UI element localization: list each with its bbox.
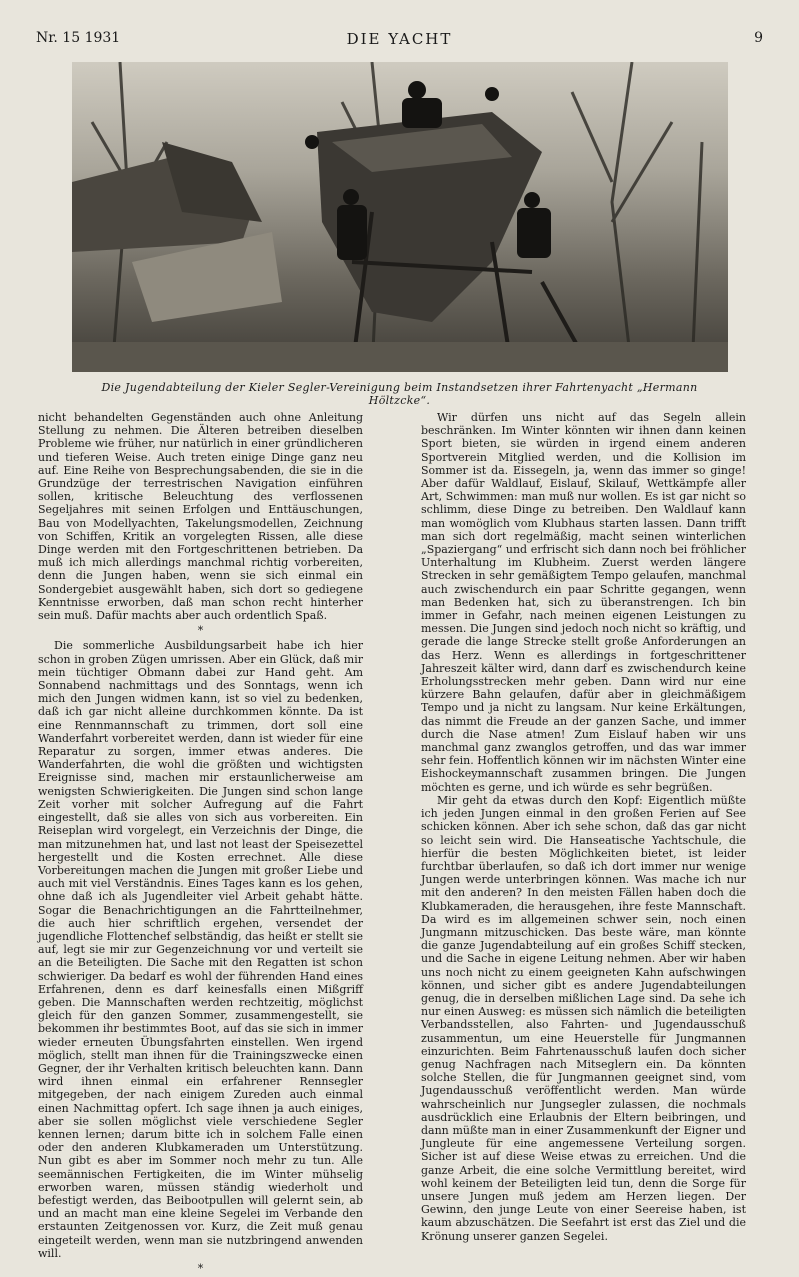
boat-repair-photo bbox=[72, 62, 728, 372]
photo-illustration bbox=[72, 62, 728, 372]
magazine-title: DIE YACHT bbox=[346, 30, 453, 48]
article-paragraph: Wir dürfen uns nicht auf das Segeln allein beschränken. Im Winter könnten wir ihnen dann keinen Sport bieten, sie würden in irgend einem anderen Sportverein Mitglied werden, und die Kollision im Sommer ist da. Eissegeln, ja, wenn das immer so ginge! Aber dafür Waldlauf, Eislauf, Skilauf, Wettkämpfe aller Art, Schwimmen: man muß nur wollen. Es ist gar nicht so schlimm, diese Dinge zu betreiben. Den Waldlauf kann man womöglich vom Klubhaus starten lassen. Dann trifft man sich dort regelmäßig, macht seinen winterlichen „Spaziergang“ und erfrischt sich dann noch bei fröhlicher Unterhaltung im Klubheim. Zuerst werden längere Strecken in sehr gemäßigtem Tempo gelaufen, manchmal auch zwischendurch ein paar Schritte gegangen, wenn man Bedenken hat, sich zu überanstrengen. Ich bin immer in Gefahr, nach meinen eigenen Leistungen zu messen. Die Jungen sind jedoch noch nicht so kräftig, und gerade die lange Strecke stellt große Anforderungen an das Herz. Wenn es allerdings in fortgeschrittener Jahreszeit kälter wird, dann darf es zwischendurch keine Erholungsstrecken mehr geben. Dann wird nur eine kürzere Bahn gelaufen, dafür aber in gleichmäßigem Tempo und ja nicht zu langsam. Nur keine Erkältungen, das nimmt die Freude an der ganzen Sache, und immer durch die Nase atmen! Zum Eislauf haben wir uns manchmal ganz zwanglos getroffen, und das war immer sehr fein. Hoffentlich können wir im nächsten Winter eine Eishockeymannschaft zusammen bringen. Die Jungen möchten es gerne, und ich würde es sehr begrüßen. bbox=[421, 411, 746, 794]
article-paragraph: nicht behandelten Gegenständen auch ohne Anleitung Stellung zu nehmen. Die Älteren betreiben dieselben Probleme wie früher, nur natürlich in einer gründlicheren und tieferen Weise. Auch treten einige Dinge ganz neu auf. Eine Reihe von Besprechungsabenden, die sie in die Grundzüge der terrestrischen Navigation einführen sollen, kritische Beleuchtung des verflossenen Segeljahres mit seinen Erfolgen und Enttäuschungen, Bau von Modellyachten, Takelungsmodellen, Zeichnung von Schiffen, Kritik an vorgelegten Rissen, alle diese Dinge werden mit den Fortgeschrittenen betrieben. Da muß ich mich allerdings manchmal richtig vorbereiten, denn die Jungen haben, wenn sie sich einmal ein Sondergebiet ausgewählt haben, sich dort so gediegene Kenntnisse erworben, daß man schon recht hinterher sein muß. Dafür machts aber auch ordentlich Spaß. bbox=[38, 411, 363, 623]
article-paragraph: Mir geht da etwas durch den Kopf: Eigentlich müßte ich jeden Jungen einmal in den großen Ferien auf See schicken können. Aber ich sehe schon, daß das gar nicht so leicht sein wird. Die Hanseatische Yachtschule, die hierfür die besten Möglichkeiten bietet, ist leider furchtbar überlaufen, so daß ich dort immer nur wenige Jungen werde unterbringen können. Was mache ich nur mit den anderen? In den meisten Fällen haben doch die Klubkameraden, die herausgehen, ihre feste Mannschaft. Da wird es im allgemeinen schwer sein, noch einen Jungmann mitzuschicken. Das beste wäre, man könnte die ganze Jugendabteilung auf ein großes Schiff stecken, und die Sache in eigene Leitung nehmen. Aber wir haben uns noch nicht zu einem geeigneten Kahn aufschwingen können, und sicher gibt es andere Jugendabteilungen genug, die in derselben mißlichen Lage sind. Da sehe ich nur einen Ausweg: es müssen sich nämlich die beteiligten Verbandsstellen, also Fahrten- und Jugendausschuß zusammentun, um eine Heuerstelle für Jungmannen einzurichten. Beim Fahrtenausschuß laufen doch sicher genug Nachfragen nach Mitseglern ein. Da könnten solche Stellen, die für Jungmannen geeignet sind, vom Jugendausschuß veröffentlicht werden. Man würde wahrscheinlich nur Jungsegler zulassen, die nochmals ausdrücklich eine Erlaubnis der Eltern beibringen, und dann müßte man in einer Zusammenkunft der Eigner und Jungleute für eine angemessene Verteilung sorgen. Sicher ist auf diese Weise etwas zu erreichen. Und die ganze Arbeit, die eine solche Vermittlung bereitet, wird wohl keinem der Beteiligten leid tun, denn die Sorge für unsere Jungen muß jedem am Herzen liegen. Der Gewinn, den junge Leute von einer Seereise haben, ist kaum abzuschätzen. Die Seefahrt ist erst das Ziel und die Krönung unserer ganzen Segelei. bbox=[421, 793, 746, 1243]
section-separator: * bbox=[197, 624, 204, 638]
page-header bbox=[36, 30, 763, 52]
section-separator: * bbox=[197, 1262, 204, 1275]
photo-caption: Die Jugendabteilung der Kieler Segler-Vereinigung beim Instandsetzen ihrer Fahrtenyacht „Hermann Höltzcke“. bbox=[101, 381, 698, 407]
page-number: 9 bbox=[754, 30, 763, 46]
article-column-right bbox=[421, 411, 746, 1243]
article-paragraph: Die sommerliche Ausbildungsarbeit habe ich hier schon in groben Zügen umrissen. Aber ein Glück, daß mir mein tüchtiger Obmann dabei zur Hand geht. Am Sonnabend nachmittags und des Sonntags, wenn ich mich den Jungen widmen kann, ist so viel zu bedenken, daß ich gar nicht alleine durchkommen könnte. Da ist eine Rennmannschaft zu trimmen, dort soll eine Wanderfahrt vorbereitet werden, dann ist wieder für eine Reparatur zu sorgen, immer etwas anderes. Die Wanderfahrten, die wohl die größten und wichtigsten Ereignisse sind, machen mir erstaunlicherweise am wenigsten Schwierigkeiten. Die Jungen sind schon lange Zeit vorher mit solcher Aufregung auf die Fahrt eingestellt, daß sie alles von sich aus vorbereiten. Ein Reiseplan wird vorgelegt, ein Verzeichnis der Dinge, die man mitzunehmen hat, und last not least der Speisezettel hergestellt und die Kosten errechnet. Alle diese Vorbereitungen machen die Jungen mit großer Liebe und auch mit viel Verständnis. Eines Tages kann es los gehen, ohne daß ich als Jugendleiter viel Arbeit gehabt hätte. Sogar die Benachrichtigungen an die Fahrtteilnehmer, die auch hier schriftlich ergehen, versendet der jugendliche Flottenchef selbständig, das heißt er stellt sie auf, legt sie mir zur Gegenzeichnung vor und verteilt sie an die Beteiligten. Die Sache mit den Regatten ist schon schwieriger. Da bedarf es wohl der führenden Hand eines Erfahrenen, denn es darf keinesfalls einen Mißgriff geben. Die Mannschaften werden rechtzeitig, möglichst gleich für den ganzen Sommer, zusammengestellt, sie bekommen ihr bestimmtes Boot, auf das sie sich in immer wieder erneuten Übungsfahrten einstellen. Wen irgend möglich, stellt man ihnen für die Trainingszwecke einen Gegner, der ihr Verhalten kritisch beleuchten kann. Dann wird ihnen einmal ein erfahrener Rennsegler mitgegeben, der nach einigem Zureden auch einmal einen Nachmittag opfert. Ich sage ihnen ja auch einiges, aber sie sollen möglichst viele verschiedene Segler kennen lernen; darum bitte ich in solchem Falle einen oder den anderen Klubkameraden um Unterstützung. Nun gibt es aber im Sommer noch mehr zu tun. Alle seemännischen Fertigkeiten, die im Winter mühselig erworben waren, müssen ständig wiederholt und befestigt werden, das Beibootpullen will gelernt sein, ab und an macht man eine kleine Segelei im Verbande den erstaunten Zeitgenossen vor. Kurz, die Zeit muß genau eingeteilt werden, wenn man sie nutzbringend anwenden will. bbox=[38, 639, 363, 1260]
article-column-left bbox=[38, 411, 363, 1277]
issue-number: Nr. 15 1931 bbox=[36, 30, 121, 46]
